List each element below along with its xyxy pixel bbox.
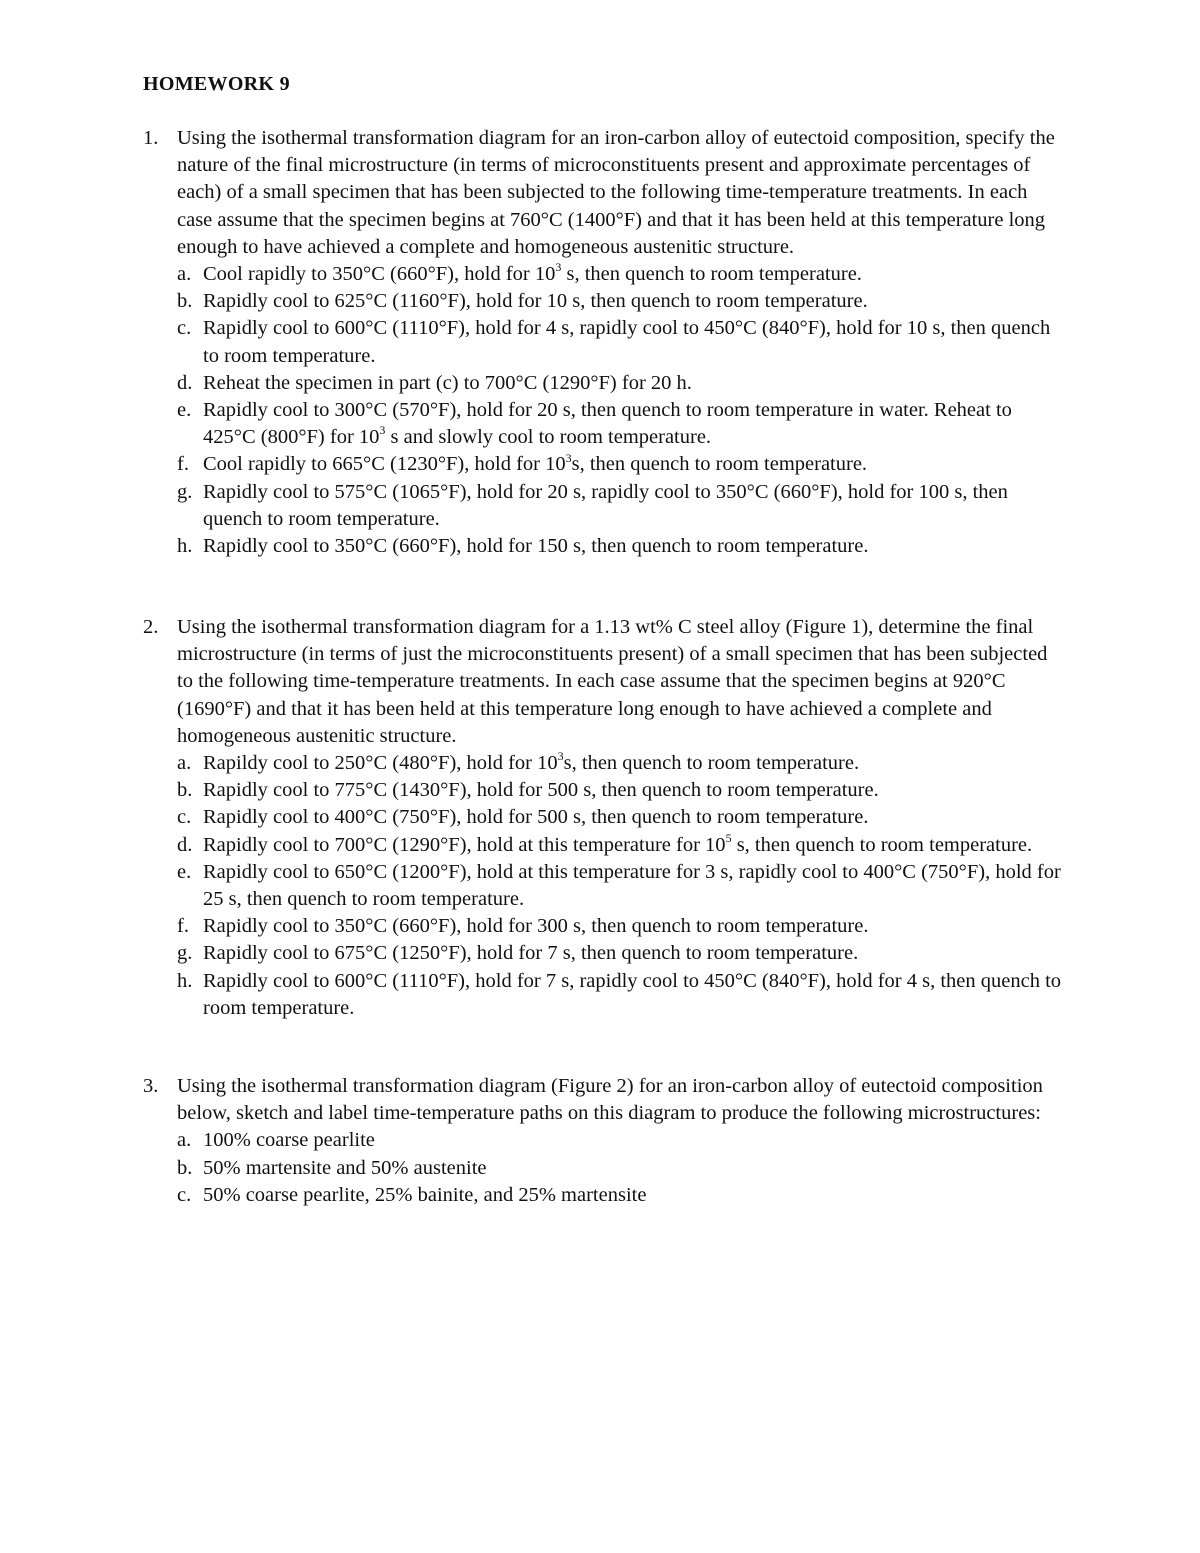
sub-question-list: [177, 750, 1063, 1022]
sub-question-list: [177, 1127, 1063, 1209]
sub-text: Rapidly cool to 700°C (1290°F), hold at this temperature for $10^5$ s, then quench to room temperature.: [203, 830, 1033, 856]
sub-question-1f: [177, 451, 1063, 478]
sub-text: Rapidly cool to 350°C (660°F), hold for 150 s, then quench to room temperature.: [203, 535, 869, 558]
sub-letter: f.: [177, 453, 189, 476]
sub-text: Cool rapidly to 350°C (660°F), hold for $10^3$ s, then quench to room temperature.: [203, 260, 862, 286]
sub-question-1a: [177, 261, 1063, 288]
sub-text: Rapidly cool to 300°C (570°F), hold for 20 s, then quench to room temperature in water. Reheat to 425°C (800°F) for $10^3$ s and slowly cool to room temperature.: [203, 399, 1012, 449]
question-intro: Using the isothermal transformation diagram for an iron-carbon alloy of eutectoid composition, specify the nature of the final microstructure (in terms of microconstituents present and approximate percentages of each) of a small specimen that has been subjected to the following time-temperature treatments. In each case assume that the specimen begins at 760°C (1400°F) and that it has been held at this temperature long enough to have achieved a complete and homogeneous austenitic structure.: [177, 127, 1055, 258]
sub-question-1h: [177, 533, 1063, 560]
sub-question-1e: [177, 397, 1063, 451]
sub-question-2f: [177, 913, 1063, 940]
sub-letter: a.: [177, 1129, 192, 1152]
question-intro: Using the isothermal transformation diagram for a 1.13 wt% C steel alloy (Figure 1), determine the final microstructure (in terms of just the microconstituents present) of a small specimen that has been subjected to the following time-temperature treatments. In each case assume that the specimen begins at 920°C (1690°F) and that it has been held at this temperature long enough to have achieved a complete and homogeneous austenitic structure.: [177, 616, 1048, 747]
sub-letter: a.: [177, 752, 192, 775]
sub-text: Cool rapidly to 665°C (1230°F), hold for $10^3s$, then quench to room temperature.: [203, 450, 868, 476]
superscript: 3: [379, 423, 386, 438]
sub-text: Rapidly cool to 350°C (660°F), hold for 300 s, then quench to room temperature.: [203, 915, 869, 938]
sub-text: Rapidly cool to 650°C (1200°F), hold at this temperature for 3 s, rapidly cool to 400°C (750°F), hold for 25 s, then quench to room temperature.: [203, 860, 1061, 911]
sub-question-3b: [177, 1155, 1063, 1182]
question-1: [143, 125, 1063, 560]
sub-question-3a: [177, 1127, 1063, 1154]
sub-letter: b.: [177, 779, 193, 802]
sub-letter: c.: [177, 317, 192, 340]
question-number: 1.: [143, 127, 159, 149]
superscript: 3: [557, 749, 564, 764]
sub-letter: c.: [177, 1183, 192, 1206]
sub-letter: c.: [177, 806, 192, 829]
sub-question-1g: [177, 479, 1063, 533]
sub-question-1c: [177, 315, 1063, 369]
sub-text: Reheat the specimen in part (c) to 700°C (1290°F) for 20 h.: [203, 371, 692, 394]
sub-letter: g.: [177, 480, 193, 503]
sub-text: 100% coarse pearlite: [203, 1129, 375, 1152]
question-2: [143, 614, 1063, 1022]
sub-letter: b.: [177, 290, 193, 313]
superscript: 5: [725, 830, 732, 845]
question-number: 3.: [143, 1075, 159, 1097]
sub-letter: e.: [177, 399, 192, 422]
superscript: 3: [555, 260, 562, 275]
superscript: 3: [565, 450, 572, 465]
sub-question-1d: [177, 370, 1063, 397]
sub-letter: a.: [177, 263, 192, 286]
sub-question-1b: [177, 288, 1063, 315]
sub-letter: e.: [177, 860, 192, 883]
sub-question-2d: [177, 832, 1063, 859]
sub-letter: d.: [177, 833, 193, 856]
sub-letter: g.: [177, 942, 193, 965]
sub-text: Rapidly cool to 775°C (1430°F), hold for 500 s, then quench to room temperature.: [203, 779, 879, 802]
sub-question-2c: [177, 804, 1063, 831]
sub-letter: d.: [177, 371, 193, 394]
sub-question-2b: [177, 777, 1063, 804]
sub-letter: h.: [177, 535, 193, 558]
sub-question-2e: [177, 859, 1063, 913]
sub-question-3c: [177, 1182, 1063, 1209]
question-number: 2.: [143, 616, 159, 638]
sub-letter: h.: [177, 969, 193, 992]
page-title: HOMEWORK 9: [143, 73, 290, 95]
sub-question-2a: [177, 750, 1063, 777]
sub-question-2h: [177, 968, 1063, 1022]
sub-text: Rapidly cool to 675°C (1250°F), hold for 7 s, then quench to room temperature.: [203, 942, 859, 965]
sub-text: 50% martensite and 50% austenite: [203, 1156, 487, 1179]
sub-text: Rapidly cool to 575°C (1065°F), hold for 20 s, rapidly cool to 350°C (660°F), hold for 100 s, then quench to room temperature.: [203, 480, 1008, 530]
sub-question-2g: [177, 940, 1063, 967]
sub-text: Rapildy cool to 250°C (480°F), hold for $10^3s$, then quench to room temperature.: [203, 749, 860, 775]
question-intro: Using the isothermal transformation diagram (Figure 2) for an iron-carbon alloy of eutectoid composition below, sketch and label time-temperature paths on this diagram to produce the following microstructures:: [177, 1075, 1043, 1125]
sub-text: Rapidly cool to 400°C (750°F), hold for 500 s, then quench to room temperature.: [203, 806, 869, 829]
sub-text: Rapidly cool to 600°C (1110°F), hold for 4 s, rapidly cool to 450°C (840°F), hold for 10 s, then quench to room temperature.: [203, 317, 1051, 367]
sub-letter: b.: [177, 1156, 193, 1179]
sub-letter: f.: [177, 915, 189, 938]
question-3: [143, 1073, 1063, 1209]
sub-question-list: [177, 261, 1063, 560]
sub-text: Rapidly cool to 625°C (1160°F), hold for 10 s, then quench to room temperature.: [203, 290, 868, 313]
sub-text: Rapidly cool to 600°C (1110°F), hold for 7 s, rapidly cool to 450°C (840°F), hold for 4 s, then quench to room temperature.: [203, 969, 1062, 1019]
sub-text: 50% coarse pearlite, 25% bainite, and 25% martensite: [203, 1183, 647, 1206]
